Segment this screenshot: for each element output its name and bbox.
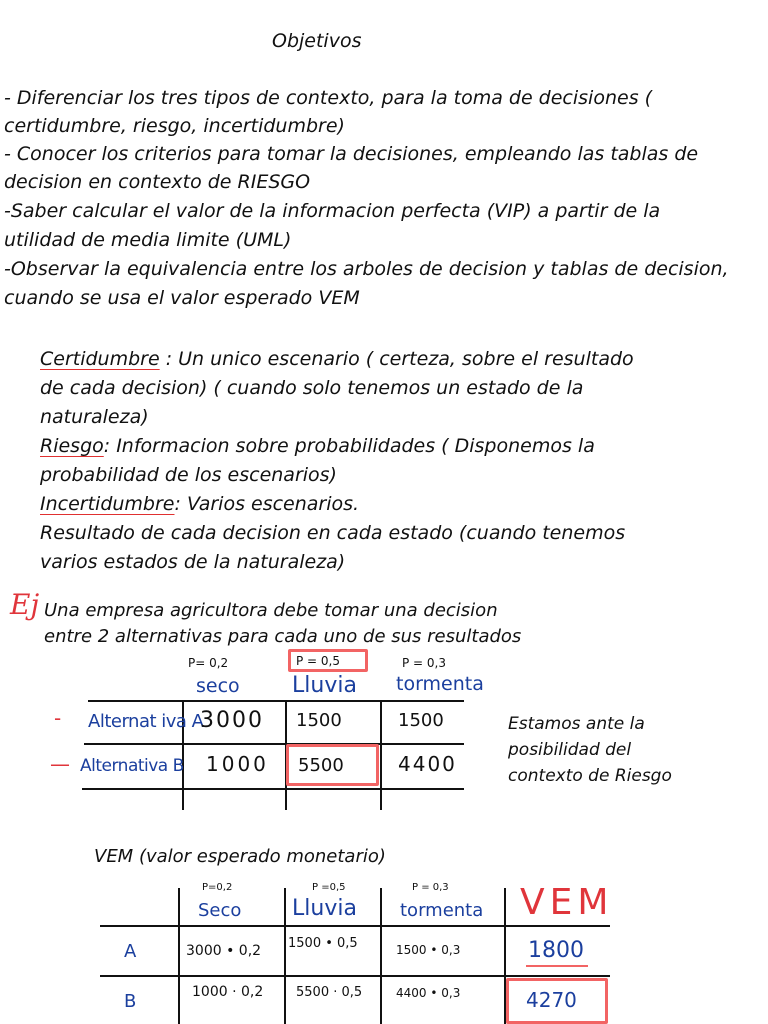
probability-label: P = 0,3	[412, 882, 449, 893]
note-line: Estamos ante la	[508, 714, 645, 734]
state-header: tormenta	[400, 900, 484, 921]
objective-line: decision en contexto de RIESGO	[4, 171, 311, 193]
table-cell: 5500	[298, 755, 344, 776]
definition-line: varios estados de la naturaleza)	[40, 551, 346, 573]
table-rule	[100, 925, 610, 927]
table-cell: 3000	[200, 708, 264, 733]
definition-line: naturaleza)	[40, 406, 149, 428]
state-header: Lluvia	[292, 673, 357, 698]
definition-text: : Varios escenarios.	[174, 493, 360, 515]
table-cell: 1500 • 0,3	[396, 943, 461, 957]
vem-column-header: VEM	[520, 882, 614, 923]
table-rule	[380, 700, 382, 810]
highlight-box	[288, 649, 368, 672]
example-line: entre 2 alternativas para cada uno de sus resultados	[44, 626, 522, 647]
objective-line: utilidad de media limite (UML)	[4, 229, 292, 251]
row-dash: —	[50, 752, 70, 776]
definition-riesgo	[40, 432, 595, 461]
example-line: Una empresa agricultora debe tomar una decision	[44, 600, 498, 621]
objective-line: cuando se usa el valor esperado VEM	[4, 287, 360, 309]
highlight-box	[286, 744, 379, 786]
term-certidumbre: Certidumbre	[40, 348, 160, 370]
table-rule	[284, 888, 286, 1024]
table-cell: 1000	[206, 752, 269, 776]
objective-line: certidumbre, riesgo, incertidumbre)	[4, 115, 345, 137]
probability-label: P =0,5	[312, 882, 346, 893]
table-cell: 1500 • 0,5	[288, 936, 358, 951]
probability-label: P = 0,5	[296, 654, 341, 668]
vem-value: 1800	[528, 938, 584, 963]
table-rule	[178, 888, 180, 1024]
table-rule	[380, 888, 382, 1024]
term-incertidumbre: Incertidumbre	[40, 493, 175, 515]
table-rule	[100, 975, 610, 977]
note-line: posibilidad del	[508, 740, 632, 760]
objective-line: -Observar la equivalencia entre los arboles de decision y tablas de decision,	[4, 258, 729, 280]
probability-label: P = 0,3	[402, 656, 447, 670]
table-rule	[82, 788, 464, 790]
objective-line: -Saber calcular el valor de la informacion perfecta (VIP) a partir de la	[4, 200, 661, 222]
table-rule	[84, 743, 464, 745]
example-marker: Ej	[10, 588, 40, 621]
row-label: Alternativa B	[80, 756, 184, 776]
page-title: Objetivos	[272, 30, 362, 52]
objective-line: - Diferenciar los tres tipos de contexto, para la toma de decisiones (	[4, 87, 653, 109]
table-cell: 4400	[398, 752, 457, 776]
table-cell: 1000 · 0,2	[192, 984, 264, 1000]
state-header: tormenta	[396, 673, 484, 695]
vem-heading: VEM (valor esperado monetario)	[94, 846, 386, 867]
table-cell: 1500	[398, 710, 444, 731]
row-label: A	[124, 941, 137, 962]
definition-line: de cada decision) ( cuando solo tenemos un estado de la	[40, 377, 584, 399]
vem-value: 4270	[526, 988, 577, 1012]
definition-text: : Un unico escenario ( certeza, sobre el resultado	[159, 348, 634, 370]
note-line: contexto de Riesgo	[508, 766, 672, 786]
state-header: Seco	[198, 900, 242, 921]
row-label: B	[124, 991, 137, 1012]
definition-certidumbre	[40, 345, 634, 374]
state-header: seco	[196, 675, 240, 697]
table-cell: 5500 · 0,5	[296, 985, 363, 1000]
probability-label: P=0,2	[202, 882, 233, 893]
vem-underline	[526, 965, 588, 967]
definition-line: Resultado de cada decision en cada estado (cuando tenemos	[40, 522, 626, 544]
row-label: Alternat iva A	[88, 711, 204, 732]
table-rule	[88, 700, 464, 702]
definition-line: probabilidad de los escenarios)	[40, 464, 337, 486]
table-cell: 3000 • 0,2	[186, 943, 262, 959]
term-riesgo: Riesgo	[40, 435, 104, 457]
objective-line: - Conocer los criterios para tomar la decisiones, empleando las tablas de	[4, 143, 699, 165]
table-cell: 1500	[296, 710, 342, 731]
definition-incertidumbre	[40, 490, 359, 519]
row-dash: -	[54, 706, 62, 730]
definition-text: : Informacion sobre probabilidades ( Disponemos la	[103, 435, 595, 457]
table-cell: 4400 • 0,3	[396, 986, 461, 1000]
state-header: Lluvia	[292, 896, 357, 921]
probability-label: P= 0,2	[188, 656, 229, 670]
